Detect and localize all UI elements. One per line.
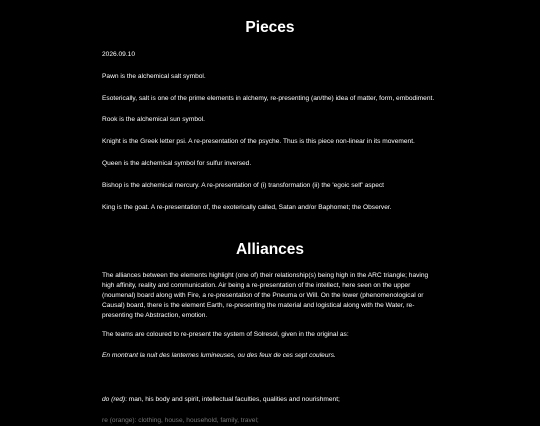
alliances-paragraph-arc: The alliances between the elements highlight (one of) their relationship(s) being high in the ARC triangle; having high affinity, reality and communication. Air being a re-presentation of the intellect, here seen on the upper (noumenal) board along with Fire, a re-presentation of the Pneuma or Will. On the lower (phenomenological or Causal) board, there is the element Earth, re-presenting the material and logistical along with the Water, re-presenting the Abstraction, emotion. [102, 272, 429, 319]
pieces-paragraph-pawn: Pawn is the alchemical salt symbol. [102, 73, 206, 80]
alliances-section [102, 271, 438, 426]
pieces-paragraph-knight: Knight is the Greek letter psi. A re-presentation of the psyche. Thus is this piece non-linear in its movement. [102, 138, 415, 145]
pieces-heading: Pieces [245, 19, 295, 36]
alliances-paragraph-solresol: The teams are coloured to re-present the system of Solresol, given in the original as: [102, 331, 349, 338]
solresol-quote: En montrant la nuit des lanternes lumineuses, ou des feux de ces sept couleurs. [102, 352, 336, 359]
pieces-paragraph-salt: Esoterically, salt is one of the prime elements in alchemy, re-presenting (an/the) idea of matter, form, embodiment. [102, 95, 435, 102]
pieces-paragraph-rook: Rook is the alchemical sun symbol. [102, 116, 205, 123]
do-label: do (red) [102, 396, 126, 403]
alliances-heading: Alliances [235, 241, 305, 258]
solresol-do-line [102, 395, 438, 405]
pieces-paragraph-king: King is the goat. A re-presentation of, the exoterically called, Satan and/or Baphomet; the Observer. [102, 204, 392, 211]
pieces-paragraph-queen: Queen is the alchemical symbol for sulfur inversed. [102, 160, 252, 167]
pieces-paragraph-bishop: Bishop is the alchemical mercury. A re-presentation of (i) transformation (ii) the 'egoic self' aspect [102, 182, 385, 189]
post-date: 2026.09.10 [102, 51, 136, 58]
do-text: : man, his body and spirit, intellectual faculties, qualities and nourishment; [125, 396, 340, 403]
solresol-re-line: re (orange): clothing, house, household, family, travel; [102, 417, 259, 424]
pieces-section [102, 50, 438, 213]
